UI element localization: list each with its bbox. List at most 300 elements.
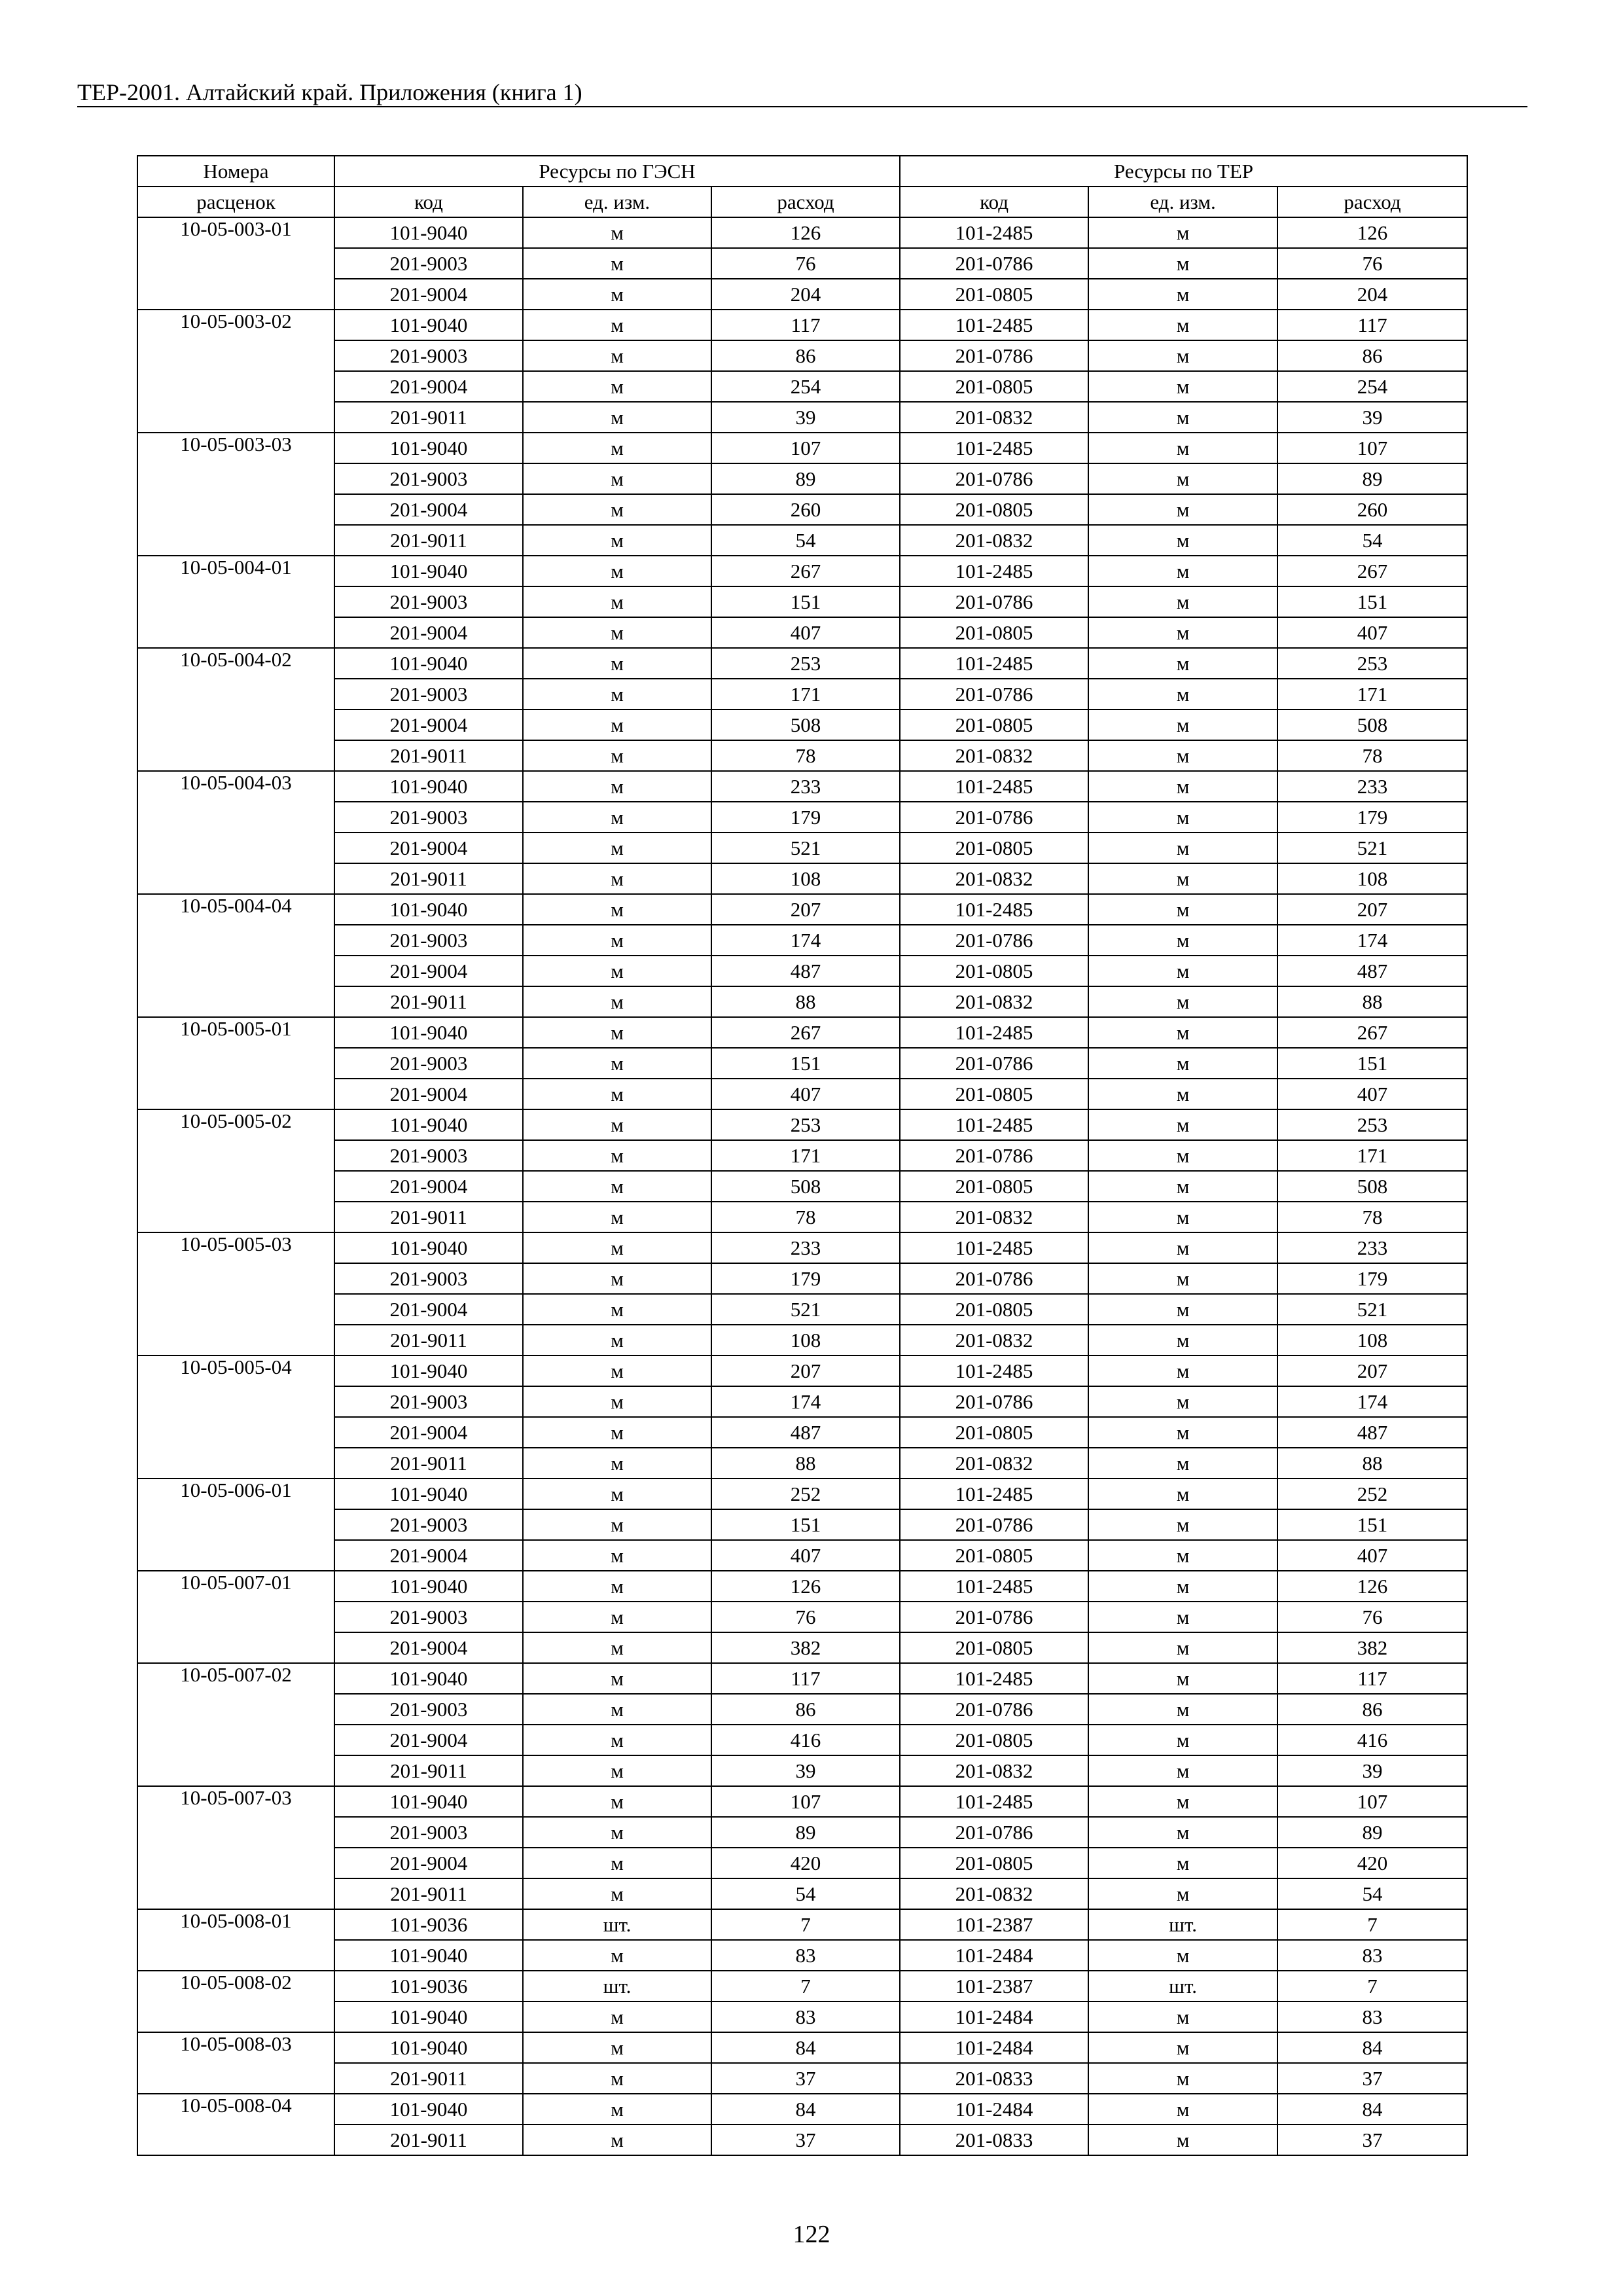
- gesn-unit-cell: м: [523, 1140, 711, 1171]
- ter-unit-cell: м: [1088, 340, 1277, 371]
- ter-code-cell: 101-2485: [900, 1109, 1088, 1140]
- table-row: [137, 2063, 1467, 2094]
- ter-qty-cell: 107: [1277, 433, 1467, 463]
- ter-qty-cell: 126: [1277, 217, 1467, 248]
- gesn-unit-cell: м: [523, 1786, 711, 1817]
- ter-code-cell: 201-0832: [900, 402, 1088, 433]
- gesn-unit-cell: шт.: [523, 1971, 711, 2001]
- table-row: [137, 279, 1467, 310]
- ter-qty-cell: 88: [1277, 1448, 1467, 1479]
- gesn-unit-cell: м: [523, 648, 711, 679]
- table-row: [137, 1386, 1467, 1417]
- ter-unit-cell: м: [1088, 1325, 1277, 1355]
- table-row: [137, 740, 1467, 771]
- ter-qty-cell: 84: [1277, 2032, 1467, 2063]
- rate-number-cell: 10-05-006-01: [137, 1479, 334, 1571]
- gesn-qty-cell: 54: [711, 525, 900, 556]
- ter-code-cell: 201-0805: [900, 1632, 1088, 1663]
- gesn-unit-cell: м: [523, 1725, 711, 1755]
- gesn-qty-cell: 407: [711, 1079, 900, 1109]
- table-row: [137, 1602, 1467, 1632]
- gesn-code-cell: 201-9003: [334, 1694, 523, 1725]
- rate-number-cell: 10-05-008-04: [137, 2094, 334, 2155]
- table-row: [137, 1786, 1467, 1817]
- gesn-qty-cell: 117: [711, 1663, 900, 1694]
- table-row: [137, 648, 1467, 679]
- rate-number-cell: 10-05-003-02: [137, 310, 334, 433]
- table-row: [137, 679, 1467, 709]
- rate-number-cell: 10-05-005-04: [137, 1355, 334, 1479]
- ter-unit-cell: м: [1088, 1048, 1277, 1079]
- gesn-qty-cell: 207: [711, 1355, 900, 1386]
- ter-code-cell: 201-0786: [900, 586, 1088, 617]
- ter-unit-cell: м: [1088, 1940, 1277, 1971]
- gesn-code-cell: 201-9011: [334, 1325, 523, 1355]
- table-row: [137, 1848, 1467, 1878]
- ter-qty-cell: 86: [1277, 1694, 1467, 1725]
- gesn-code-cell: 201-9003: [334, 248, 523, 279]
- table-row: [137, 217, 1467, 248]
- header-gesn-amount: расход: [711, 187, 900, 217]
- gesn-qty-cell: 89: [711, 1817, 900, 1848]
- header-gesn-resources: Ресурсы по ГЭСН: [334, 156, 900, 187]
- ter-qty-cell: 126: [1277, 1571, 1467, 1602]
- gesn-code-cell: 101-9040: [334, 1663, 523, 1694]
- ter-qty-cell: 521: [1277, 1294, 1467, 1325]
- gesn-code-cell: 101-9036: [334, 1909, 523, 1940]
- gesn-code-cell: 201-9011: [334, 2125, 523, 2155]
- gesn-qty-cell: 76: [711, 248, 900, 279]
- table-row: [137, 525, 1467, 556]
- ter-unit-cell: м: [1088, 2032, 1277, 2063]
- ter-unit-cell: м: [1088, 525, 1277, 556]
- gesn-qty-cell: 233: [711, 1232, 900, 1263]
- ter-code-cell: 101-2485: [900, 1232, 1088, 1263]
- gesn-code-cell: 201-9003: [334, 1140, 523, 1171]
- ter-qty-cell: 83: [1277, 1940, 1467, 1971]
- ter-code-cell: 201-0786: [900, 679, 1088, 709]
- ter-unit-cell: м: [1088, 1663, 1277, 1694]
- ter-unit-cell: м: [1088, 1725, 1277, 1755]
- ter-unit-cell: м: [1088, 1079, 1277, 1109]
- gesn-code-cell: 201-9004: [334, 1632, 523, 1663]
- ter-qty-cell: 107: [1277, 1786, 1467, 1817]
- ter-unit-cell: м: [1088, 986, 1277, 1017]
- gesn-unit-cell: м: [523, 1109, 711, 1140]
- ter-unit-cell: м: [1088, 1848, 1277, 1878]
- table-row: [137, 925, 1467, 956]
- ter-code-cell: 101-2485: [900, 556, 1088, 586]
- table-row: [137, 1479, 1467, 1509]
- ter-qty-cell: 253: [1277, 1109, 1467, 1140]
- table-row: [137, 556, 1467, 586]
- header-ter-amount: расход: [1277, 187, 1467, 217]
- gesn-code-cell: 201-9011: [334, 2063, 523, 2094]
- ter-code-cell: 201-0832: [900, 525, 1088, 556]
- header-gesn-unit: ед. изм.: [523, 187, 711, 217]
- table-row: [137, 833, 1467, 863]
- gesn-unit-cell: шт.: [523, 1909, 711, 1940]
- gesn-code-cell: 201-9003: [334, 340, 523, 371]
- gesn-code-cell: 201-9004: [334, 1294, 523, 1325]
- ter-code-cell: 101-2485: [900, 217, 1088, 248]
- gesn-qty-cell: 420: [711, 1848, 900, 1878]
- gesn-qty-cell: 83: [711, 2001, 900, 2032]
- ter-code-cell: 201-0805: [900, 956, 1088, 986]
- ter-qty-cell: 117: [1277, 1663, 1467, 1694]
- gesn-unit-cell: м: [523, 2032, 711, 2063]
- ter-code-cell: 201-0832: [900, 1755, 1088, 1786]
- gesn-unit-cell: м: [523, 833, 711, 863]
- gesn-qty-cell: 86: [711, 1694, 900, 1725]
- ter-qty-cell: 78: [1277, 740, 1467, 771]
- gesn-qty-cell: 7: [711, 1909, 900, 1940]
- resources-table: [137, 155, 1468, 2156]
- ter-code-cell: 201-0786: [900, 340, 1088, 371]
- gesn-qty-cell: 171: [711, 679, 900, 709]
- rate-number-cell: 10-05-008-01: [137, 1909, 334, 1971]
- table-row: [137, 433, 1467, 463]
- table-row: [137, 1971, 1467, 2001]
- gesn-qty-cell: 108: [711, 1325, 900, 1355]
- table-row: [137, 1632, 1467, 1663]
- gesn-unit-cell: м: [523, 1017, 711, 1048]
- ter-code-cell: 101-2485: [900, 1355, 1088, 1386]
- gesn-qty-cell: 126: [711, 217, 900, 248]
- gesn-code-cell: 201-9011: [334, 986, 523, 1017]
- gesn-qty-cell: 487: [711, 956, 900, 986]
- table-row: [137, 340, 1467, 371]
- ter-unit-cell: м: [1088, 1878, 1277, 1909]
- ter-code-cell: 101-2485: [900, 1017, 1088, 1048]
- ter-qty-cell: 253: [1277, 648, 1467, 679]
- ter-qty-cell: 151: [1277, 586, 1467, 617]
- gesn-unit-cell: м: [523, 1509, 711, 1540]
- ter-unit-cell: м: [1088, 217, 1277, 248]
- ter-qty-cell: 487: [1277, 1417, 1467, 1448]
- gesn-qty-cell: 179: [711, 802, 900, 833]
- gesn-unit-cell: м: [523, 340, 711, 371]
- gesn-unit-cell: м: [523, 1663, 711, 1694]
- ter-code-cell: 101-2485: [900, 433, 1088, 463]
- gesn-unit-cell: м: [523, 1571, 711, 1602]
- table-row: [137, 1540, 1467, 1571]
- gesn-code-cell: 201-9011: [334, 1202, 523, 1232]
- table-row: [137, 494, 1467, 525]
- gesn-qty-cell: 521: [711, 833, 900, 863]
- gesn-unit-cell: м: [523, 1602, 711, 1632]
- ter-qty-cell: 39: [1277, 1755, 1467, 1786]
- gesn-code-cell: 101-9040: [334, 1355, 523, 1386]
- ter-unit-cell: м: [1088, 1786, 1277, 1817]
- ter-code-cell: 201-0805: [900, 494, 1088, 525]
- ter-qty-cell: 382: [1277, 1632, 1467, 1663]
- table-row: [137, 771, 1467, 802]
- ter-code-cell: 101-2485: [900, 894, 1088, 925]
- ter-unit-cell: м: [1088, 2094, 1277, 2125]
- gesn-code-cell: 101-9040: [334, 433, 523, 463]
- ter-code-cell: 201-0833: [900, 2063, 1088, 2094]
- ter-code-cell: 101-2484: [900, 1940, 1088, 1971]
- ter-unit-cell: м: [1088, 709, 1277, 740]
- ter-unit-cell: м: [1088, 1017, 1277, 1048]
- gesn-unit-cell: м: [523, 494, 711, 525]
- rate-number-cell: 10-05-003-01: [137, 217, 334, 310]
- gesn-qty-cell: 117: [711, 310, 900, 340]
- gesn-code-cell: 201-9011: [334, 1755, 523, 1786]
- ter-unit-cell: м: [1088, 2125, 1277, 2155]
- ter-code-cell: 101-2485: [900, 1663, 1088, 1694]
- ter-qty-cell: 151: [1277, 1048, 1467, 1079]
- gesn-code-cell: 201-9004: [334, 1171, 523, 1202]
- gesn-unit-cell: м: [523, 1263, 711, 1294]
- gesn-code-cell: 101-9040: [334, 1232, 523, 1263]
- page-number: 122: [793, 2221, 830, 2248]
- ter-qty-cell: 7: [1277, 1909, 1467, 1940]
- table-row: [137, 1909, 1467, 1940]
- table-row: [137, 1878, 1467, 1909]
- ter-unit-cell: м: [1088, 1386, 1277, 1417]
- ter-unit-cell: м: [1088, 1632, 1277, 1663]
- rate-number-cell: 10-05-007-02: [137, 1663, 334, 1786]
- ter-qty-cell: 37: [1277, 2063, 1467, 2094]
- ter-qty-cell: 267: [1277, 1017, 1467, 1048]
- gesn-code-cell: 201-9003: [334, 1509, 523, 1540]
- gesn-unit-cell: м: [523, 2001, 711, 2032]
- ter-unit-cell: м: [1088, 1202, 1277, 1232]
- gesn-code-cell: 201-9003: [334, 1048, 523, 1079]
- ter-unit-cell: шт.: [1088, 1909, 1277, 1940]
- rate-number-cell: 10-05-004-04: [137, 894, 334, 1017]
- gesn-qty-cell: 254: [711, 371, 900, 402]
- table-row: [137, 1817, 1467, 1848]
- gesn-code-cell: 201-9003: [334, 1817, 523, 1848]
- table-row: [137, 1694, 1467, 1725]
- table-row: [137, 956, 1467, 986]
- ter-unit-cell: м: [1088, 2063, 1277, 2094]
- gesn-qty-cell: 252: [711, 1479, 900, 1509]
- ter-code-cell: 201-0786: [900, 1817, 1088, 1848]
- ter-unit-cell: м: [1088, 310, 1277, 340]
- ter-code-cell: 201-0786: [900, 1048, 1088, 1079]
- ter-unit-cell: м: [1088, 1540, 1277, 1571]
- table-row: [137, 1755, 1467, 1786]
- ter-qty-cell: 233: [1277, 771, 1467, 802]
- ter-unit-cell: м: [1088, 279, 1277, 310]
- gesn-code-cell: 101-9040: [334, 1479, 523, 1509]
- table-row: [137, 2094, 1467, 2125]
- ter-code-cell: 201-0832: [900, 986, 1088, 1017]
- gesn-qty-cell: 508: [711, 1171, 900, 1202]
- gesn-qty-cell: 76: [711, 1602, 900, 1632]
- ter-code-cell: 201-0805: [900, 617, 1088, 648]
- ter-code-cell: 201-0805: [900, 1171, 1088, 1202]
- gesn-qty-cell: 37: [711, 2063, 900, 2094]
- ter-code-cell: 201-0805: [900, 1079, 1088, 1109]
- rate-number-cell: 10-05-008-02: [137, 1971, 334, 2032]
- ter-unit-cell: м: [1088, 1448, 1277, 1479]
- gesn-unit-cell: м: [523, 248, 711, 279]
- table-row: [137, 1202, 1467, 1232]
- gesn-code-cell: 201-9004: [334, 617, 523, 648]
- gesn-code-cell: 201-9011: [334, 740, 523, 771]
- ter-unit-cell: м: [1088, 740, 1277, 771]
- table-row: [137, 1140, 1467, 1171]
- gesn-unit-cell: м: [523, 2094, 711, 2125]
- ter-unit-cell: м: [1088, 1171, 1277, 1202]
- ter-qty-cell: 39: [1277, 402, 1467, 433]
- rate-number-cell: 10-05-005-02: [137, 1109, 334, 1232]
- gesn-qty-cell: 253: [711, 648, 900, 679]
- ter-unit-cell: м: [1088, 1509, 1277, 1540]
- table-header-row-top: [137, 156, 1467, 187]
- ter-unit-cell: м: [1088, 1263, 1277, 1294]
- table-row: [137, 986, 1467, 1017]
- ter-code-cell: 201-0805: [900, 1848, 1088, 1878]
- ter-code-cell: 201-0832: [900, 1448, 1088, 1479]
- gesn-code-cell: 201-9011: [334, 1878, 523, 1909]
- ter-unit-cell: м: [1088, 802, 1277, 833]
- ter-code-cell: 101-2485: [900, 648, 1088, 679]
- ter-code-cell: 201-0832: [900, 1325, 1088, 1355]
- rate-number-cell: 10-05-003-03: [137, 433, 334, 556]
- table-row: [137, 310, 1467, 340]
- gesn-qty-cell: 54: [711, 1878, 900, 1909]
- ter-qty-cell: 407: [1277, 617, 1467, 648]
- ter-unit-cell: м: [1088, 1755, 1277, 1786]
- gesn-unit-cell: м: [523, 1355, 711, 1386]
- gesn-unit-cell: м: [523, 1940, 711, 1971]
- ter-qty-cell: 420: [1277, 1848, 1467, 1878]
- rate-number-cell: 10-05-004-03: [137, 771, 334, 894]
- ter-unit-cell: м: [1088, 2001, 1277, 2032]
- ter-unit-cell: м: [1088, 248, 1277, 279]
- table-row: [137, 1325, 1467, 1355]
- rate-number-cell: 10-05-004-02: [137, 648, 334, 771]
- gesn-unit-cell: м: [523, 402, 711, 433]
- rate-number-cell: 10-05-008-03: [137, 2032, 334, 2094]
- ter-code-cell: 201-0786: [900, 463, 1088, 494]
- gesn-unit-cell: м: [523, 1079, 711, 1109]
- gesn-unit-cell: м: [523, 1171, 711, 1202]
- ter-unit-cell: м: [1088, 1109, 1277, 1140]
- gesn-unit-cell: м: [523, 1540, 711, 1571]
- gesn-qty-cell: 382: [711, 1632, 900, 1663]
- gesn-qty-cell: 204: [711, 279, 900, 310]
- gesn-qty-cell: 7: [711, 1971, 900, 2001]
- rate-number-cell: 10-05-005-01: [137, 1017, 334, 1109]
- table-row: [137, 2125, 1467, 2155]
- ter-qty-cell: 78: [1277, 1202, 1467, 1232]
- table-row: [137, 1263, 1467, 1294]
- gesn-unit-cell: м: [523, 1232, 711, 1263]
- ter-code-cell: 101-2387: [900, 1971, 1088, 2001]
- gesn-qty-cell: 84: [711, 2094, 900, 2125]
- gesn-qty-cell: 179: [711, 1263, 900, 1294]
- gesn-code-cell: 201-9003: [334, 1386, 523, 1417]
- gesn-code-cell: 101-9040: [334, 556, 523, 586]
- ter-code-cell: 201-0832: [900, 1878, 1088, 1909]
- gesn-unit-cell: м: [523, 525, 711, 556]
- ter-unit-cell: м: [1088, 1355, 1277, 1386]
- gesn-qty-cell: 253: [711, 1109, 900, 1140]
- rate-number-cell: 10-05-007-03: [137, 1786, 334, 1909]
- gesn-code-cell: 201-9003: [334, 1263, 523, 1294]
- ter-qty-cell: 54: [1277, 1878, 1467, 1909]
- gesn-unit-cell: м: [523, 802, 711, 833]
- ter-code-cell: 201-0805: [900, 833, 1088, 863]
- table-row: [137, 1079, 1467, 1109]
- gesn-code-cell: 101-9040: [334, 1940, 523, 1971]
- ter-unit-cell: м: [1088, 648, 1277, 679]
- ter-qty-cell: 174: [1277, 1386, 1467, 1417]
- table-row: [137, 586, 1467, 617]
- gesn-qty-cell: 84: [711, 2032, 900, 2063]
- ter-code-cell: 201-0786: [900, 925, 1088, 956]
- gesn-code-cell: 101-9036: [334, 1971, 523, 2001]
- ter-unit-cell: м: [1088, 1694, 1277, 1725]
- ter-unit-cell: м: [1088, 679, 1277, 709]
- gesn-code-cell: 201-9004: [334, 371, 523, 402]
- page-header-title: ТЕР-2001. Алтайский край. Приложения (книга 1): [77, 79, 582, 105]
- ter-code-cell: 201-0786: [900, 1602, 1088, 1632]
- ter-qty-cell: 207: [1277, 1355, 1467, 1386]
- gesn-unit-cell: м: [523, 279, 711, 310]
- ter-unit-cell: м: [1088, 1602, 1277, 1632]
- ter-unit-cell: м: [1088, 1417, 1277, 1448]
- ter-code-cell: 101-2485: [900, 1479, 1088, 1509]
- ter-code-cell: 201-0786: [900, 1140, 1088, 1171]
- gesn-code-cell: 101-9040: [334, 2032, 523, 2063]
- ter-code-cell: 101-2485: [900, 771, 1088, 802]
- gesn-unit-cell: м: [523, 1755, 711, 1786]
- ter-qty-cell: 207: [1277, 894, 1467, 925]
- ter-unit-cell: м: [1088, 833, 1277, 863]
- gesn-code-cell: 201-9004: [334, 956, 523, 986]
- gesn-code-cell: 201-9011: [334, 525, 523, 556]
- ter-code-cell: 101-2484: [900, 2032, 1088, 2063]
- ter-qty-cell: 508: [1277, 709, 1467, 740]
- gesn-unit-cell: м: [523, 709, 711, 740]
- gesn-unit-cell: м: [523, 1048, 711, 1079]
- gesn-qty-cell: 174: [711, 1386, 900, 1417]
- ter-code-cell: 201-0805: [900, 279, 1088, 310]
- ter-qty-cell: 233: [1277, 1232, 1467, 1263]
- ter-unit-cell: м: [1088, 463, 1277, 494]
- gesn-qty-cell: 108: [711, 863, 900, 894]
- table-row: [137, 1048, 1467, 1079]
- gesn-qty-cell: 88: [711, 986, 900, 1017]
- gesn-unit-cell: м: [523, 2125, 711, 2155]
- table-row: [137, 402, 1467, 433]
- gesn-code-cell: 101-9040: [334, 1017, 523, 1048]
- gesn-code-cell: 201-9003: [334, 1602, 523, 1632]
- ter-code-cell: 201-0805: [900, 371, 1088, 402]
- ter-qty-cell: 86: [1277, 340, 1467, 371]
- gesn-qty-cell: 407: [711, 617, 900, 648]
- ter-unit-cell: м: [1088, 925, 1277, 956]
- gesn-unit-cell: м: [523, 310, 711, 340]
- gesn-qty-cell: 86: [711, 340, 900, 371]
- gesn-qty-cell: 267: [711, 1017, 900, 1048]
- gesn-qty-cell: 78: [711, 1202, 900, 1232]
- ter-code-cell: 201-0805: [900, 1294, 1088, 1325]
- ter-code-cell: 101-2485: [900, 310, 1088, 340]
- ter-qty-cell: 171: [1277, 679, 1467, 709]
- gesn-code-cell: 101-9040: [334, 894, 523, 925]
- gesn-code-cell: 101-9040: [334, 217, 523, 248]
- gesn-unit-cell: м: [523, 679, 711, 709]
